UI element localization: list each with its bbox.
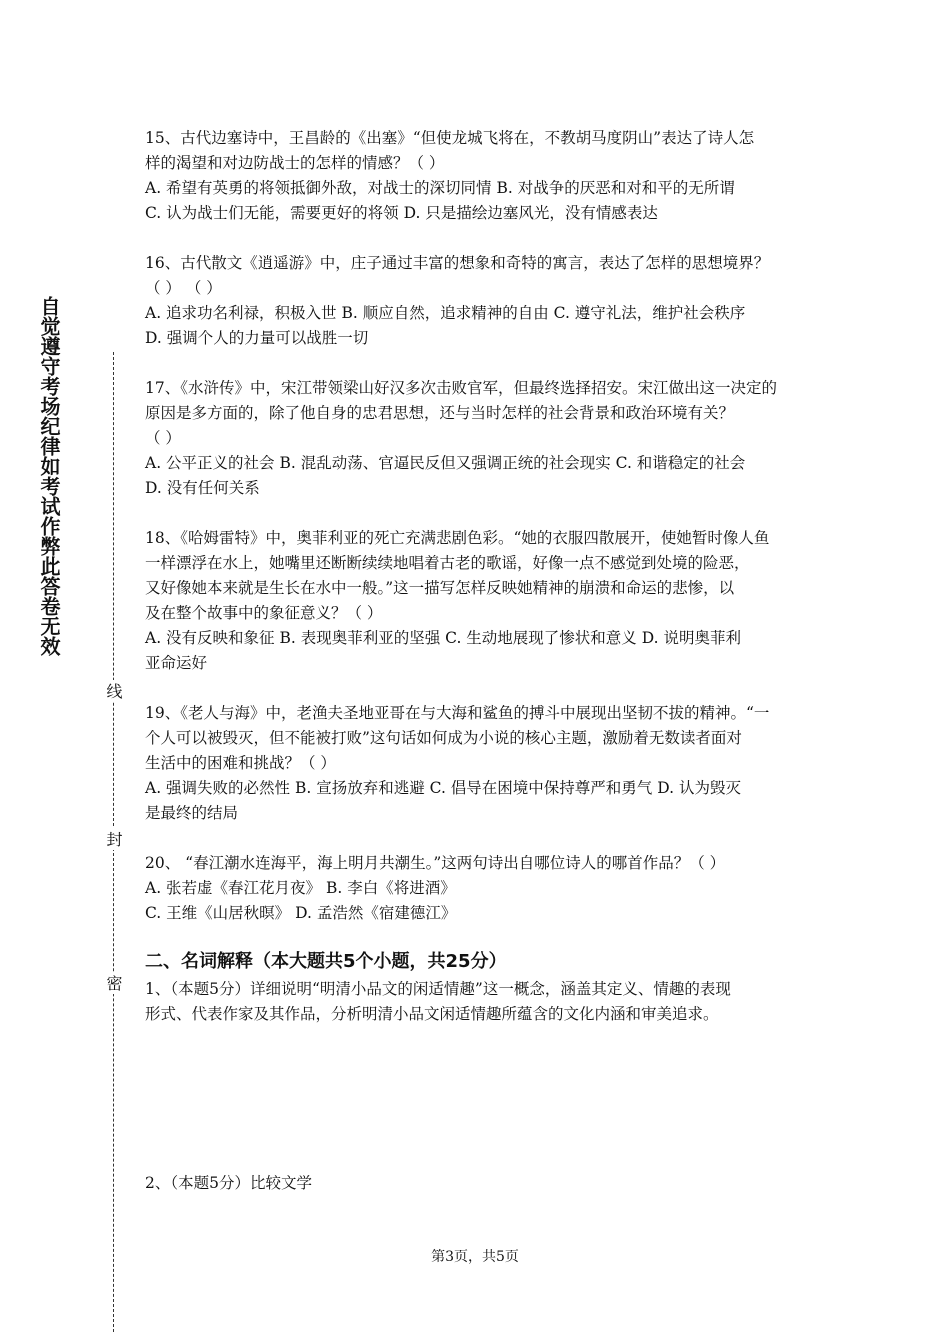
- question-options-line: A. 强调失败的必然性 B. 宣扬放弃和逃避 C. 倡导在困境中保持尊严和勇气 D. 认为毁灭: [145, 779, 741, 797]
- question-stem-line: 及在整个故事中的象征意义？（ ）: [145, 604, 383, 622]
- section-heading: 二、名词解释（本大题共5个小题，共25分）: [145, 951, 507, 972]
- question-stem-line: （ ） （ ）: [145, 279, 222, 297]
- question-stem-line: 原因是多方面的，除了他自身的忠君思想，还与当时怎样的社会背景和政治环境有关？: [145, 404, 735, 422]
- exam-content: [145, 126, 810, 1196]
- question-stem-line: 16、古代散文《逍遥游》中，庄子通过丰富的想象和奇特的寓言，表达了怎样的思想境界？: [145, 254, 770, 272]
- question-stem-line: 生活中的困难和挑战？（ ）: [145, 754, 336, 772]
- question-options-line: C. 认为战士们无能，需要更好的将领 D. 只是描绘边塞风光，没有情感表达: [145, 204, 658, 222]
- question-options-line: 是最终的结局: [145, 804, 239, 822]
- question-options-line: A. 张若虚《春江花月夜》 B. 李白《将进酒》: [145, 879, 456, 897]
- question-stem-line: 样的渴望和对边防战士的怎样的情感？（ ）: [145, 154, 445, 172]
- question-stem-line: 19、《老人与海》中，老渔夫圣地亚哥在与大海和鲨鱼的搏斗中展现出坚韧不拔的精神。“一: [145, 704, 770, 722]
- question-options-line: A. 希望有英勇的将领抵御外敌，对战士的深切同情 B. 对战争的厌恶和对和平的无所谓: [145, 179, 735, 197]
- question-options-line: 亚命运好: [145, 654, 208, 672]
- binding-mark-xian: 线: [104, 680, 124, 702]
- question-stem-line: 一样漂浮在水上，她嘴里还断断续续地唱着古老的歌谣，好像一点不感觉到处境的险恶，: [145, 554, 750, 572]
- question-stem-line: 18、《哈姆雷特》中，奥菲利亚的死亡充满悲剧色彩。“她的衣服四散展开，使她暂时像人鱼: [145, 529, 770, 547]
- question-16: [145, 251, 810, 351]
- question-options-line: A. 公平正义的社会 B. 混乱动荡、官逼民反但又强调正统的社会现实 C. 和谐稳定的社会: [145, 454, 746, 472]
- term-question-2: [145, 1171, 810, 1196]
- question-15: [145, 126, 810, 226]
- question-stem-line: 又好像她本来就是生长在水中一般。”这一描写怎样反映她精神的崩溃和命运的悲惨，以: [145, 579, 735, 597]
- term-question-line: 1、（本题5分）详细说明“明清小品文的闲适情趣”这一概念，涵盖其定义、情趣的表现: [145, 980, 731, 998]
- question-options-line: D. 强调个人的力量可以战胜一切: [145, 329, 369, 347]
- term-question-line: 2、（本题5分）比较文学: [145, 1174, 312, 1192]
- question-stem-line: （ ）: [145, 429, 181, 447]
- question-19: [145, 701, 810, 826]
- question-stem-line: 20、 “春江潮水连海平，海上明月共潮生。”这两句诗出自哪位诗人的哪首作品？（ ）: [145, 854, 726, 872]
- question-stem-line: 17、《水浒传》中，宋江带领梁山好汉多次击败官军，但最终选择招安。宋江做出这一决定的: [145, 379, 777, 397]
- question-18: [145, 526, 810, 676]
- question-stem-line: 15、古代边塞诗中，王昌龄的《出塞》“但使龙城飞将在，不教胡马度阴山”表达了诗人怎: [145, 129, 755, 147]
- page-number: 第3页，共5页: [431, 1249, 519, 1265]
- term-question-1: [145, 977, 810, 1027]
- binding-mark-feng: 封: [104, 828, 124, 850]
- question-stem-line: 个人可以被毁灭，但不能被打败”这句话如何成为小说的核心主题，激励着无数读者面对: [145, 729, 742, 747]
- exam-discipline-warning: 自觉遵守考场纪律如考试作弊此答卷无效: [37, 296, 61, 656]
- question-options-line: D. 没有任何关系: [145, 479, 260, 497]
- question-options-line: A. 没有反映和象征 B. 表现奥菲利亚的坚强 C. 生动地展现了惨状和意义 D. 说明奥菲利: [145, 629, 741, 647]
- term-question-line: 形式、代表作家及其作品，分析明清小品文闲适情趣所蕴含的文化内涵和审美追求。: [145, 1005, 719, 1023]
- question-options-line: A. 追求功名利禄，积极入世 B. 顺应自然，追求精神的自由 C. 遵守礼法，维护社会秩序: [145, 304, 746, 322]
- question-20: [145, 851, 810, 926]
- question-options-line: C. 王维《山居秋暝》 D. 孟浩然《宿建德江》: [145, 904, 457, 922]
- question-17: [145, 376, 810, 501]
- binding-mark-mi: 密: [104, 972, 124, 994]
